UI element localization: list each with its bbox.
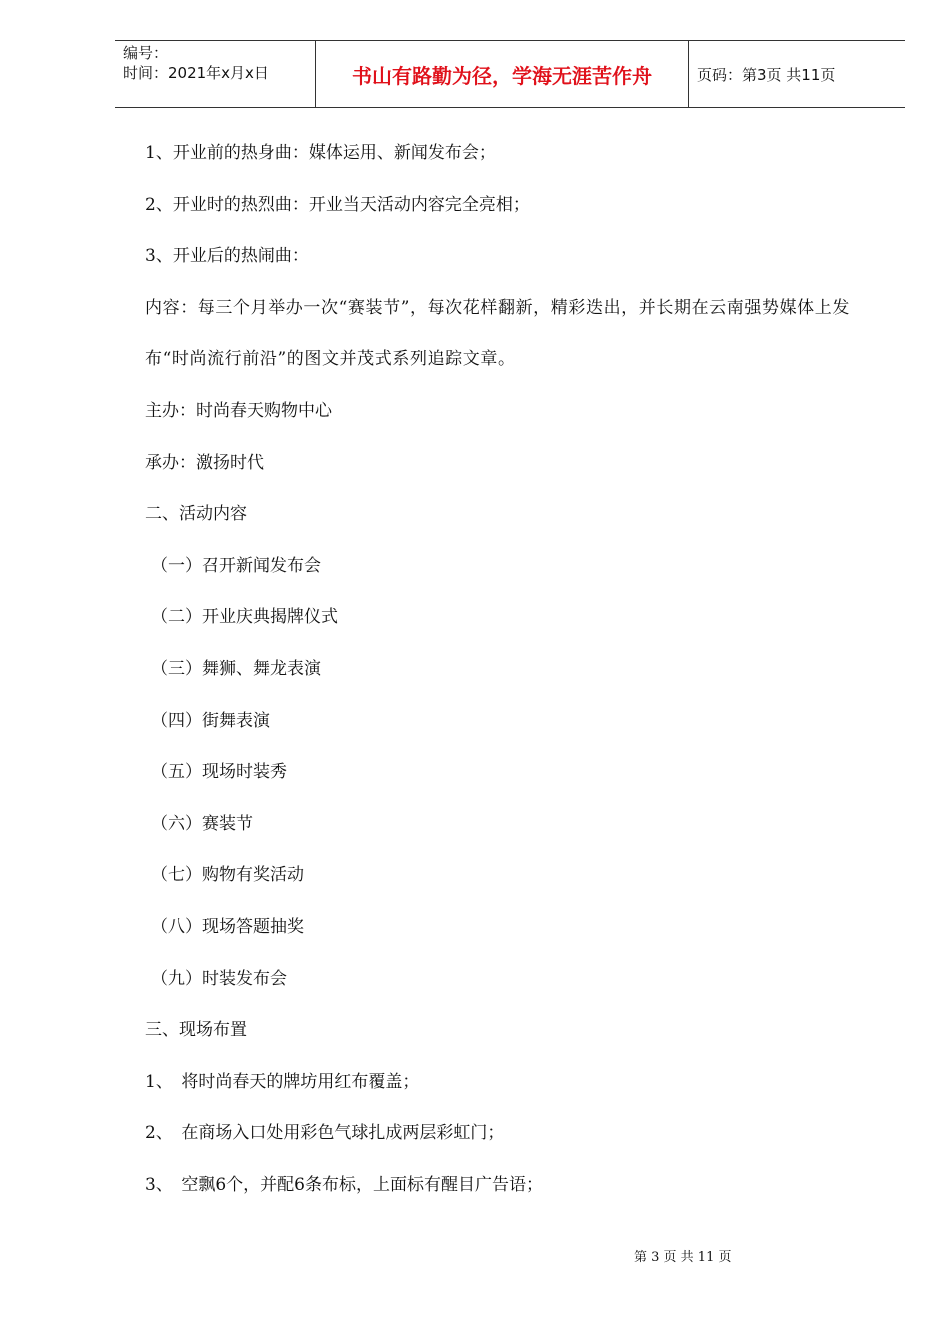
list-item: （八）现场答题抽奖	[151, 916, 304, 937]
list-item: （五）现场时装秀	[151, 762, 287, 783]
list-item: 3、 空飘6个，并配6条布标，上面标有醒目广告语；	[145, 1174, 543, 1195]
page-header	[115, 40, 905, 108]
list-item: （一）召开新闻发布会	[151, 555, 321, 576]
document-body	[145, 128, 875, 1211]
section-heading: 三、现场布置	[145, 1020, 247, 1041]
list-item: 2、 在商场入口处用彩色气球扎成两层彩虹门；	[145, 1123, 505, 1144]
section-heading: 二、活动内容	[145, 504, 247, 525]
header-motto: 书山有路勤为径，学海无涯苦作舟	[316, 41, 689, 107]
paragraph: 2、开业时的热烈曲：开业当天活动内容完全亮相；	[145, 194, 530, 215]
list-item: （六）赛装节	[151, 813, 253, 834]
list-item: （九）时装发布会	[151, 968, 287, 989]
list-item: （三）舞狮、舞龙表演	[151, 658, 321, 679]
time-label: 时间：2021年x月x日	[123, 64, 269, 82]
header-page-code: 页码：第3页 共11页	[697, 65, 836, 84]
list-item: （二）开业庆典揭牌仪式	[151, 607, 338, 628]
paragraph: 承办：激扬时代	[145, 452, 264, 473]
page-footer: 第 3 页 共 11 页	[634, 1250, 732, 1265]
header-meta	[115, 41, 316, 107]
paragraph: 主办：时尚春天购物中心	[145, 400, 332, 421]
paragraph: 3、开业后的热闹曲：	[145, 246, 309, 267]
number-label: 编号：	[123, 44, 169, 62]
paragraph: 内容：每三个月举办一次“赛装节”，每次花样翻新，精彩迭出，并长期在云南强势媒体上发布“时尚流行前沿”的图文并茂式系列追踪文章。	[145, 297, 850, 370]
list-item: （四）街舞表演	[151, 710, 270, 731]
paragraph: 1、开业前的热身曲：媒体运用、新闻发布会；	[145, 143, 496, 163]
list-item: （七）购物有奖活动	[151, 865, 304, 886]
list-item: 1、 将时尚春天的牌坊用红布覆盖；	[145, 1071, 420, 1092]
